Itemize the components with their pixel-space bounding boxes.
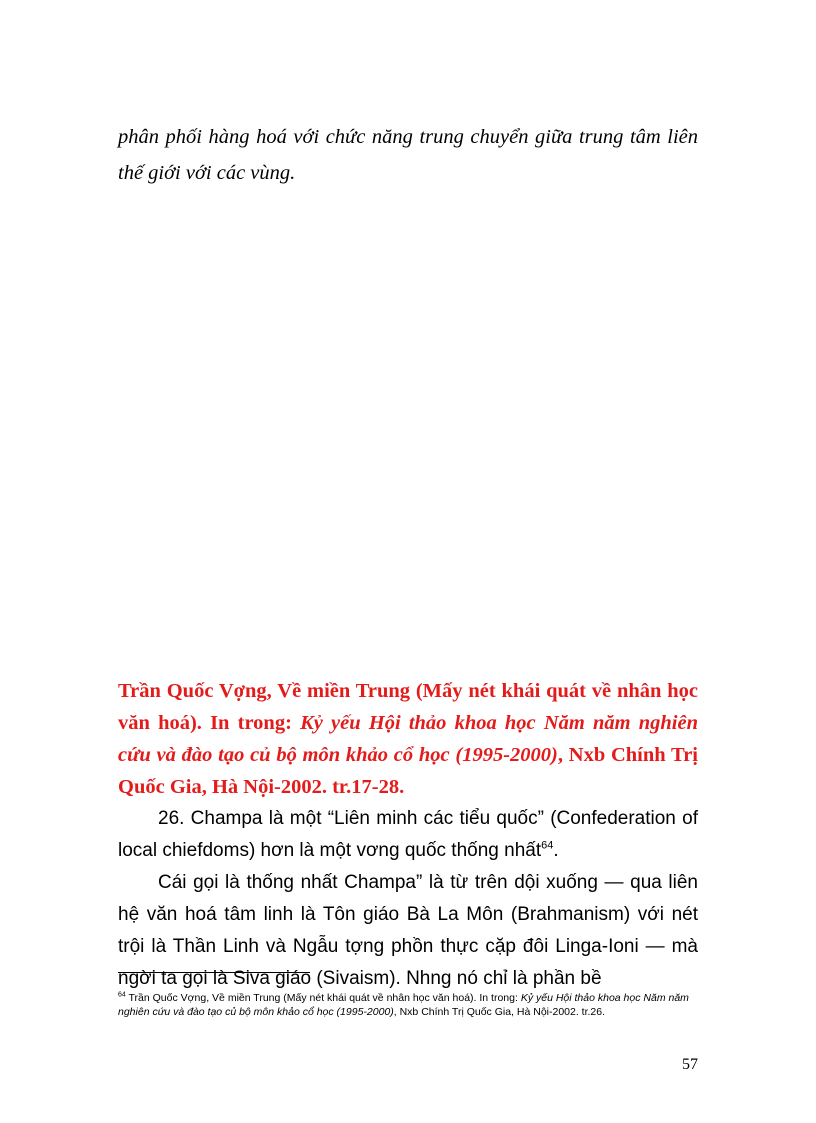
continued-paragraph: phân phối hàng hoá với chức năng trung chuyển giữa trung tâm liên thế giới với các vùng.: [118, 125, 698, 184]
paragraph-1-end: .: [553, 840, 559, 861]
footnote-mark: 64: [118, 991, 126, 998]
page-number: 57: [682, 1056, 698, 1073]
footnote-reference-64[interactable]: 64: [541, 839, 554, 852]
footnote-separator: [118, 972, 310, 973]
paragraph-champa-confederation: [118, 803, 698, 867]
paragraph-1-text: 26. Champa là một “Liên minh các tiểu quốc” (Confederation of local chiefdoms) hơn là một vơng quốc thống nhất: [118, 808, 698, 861]
reference-authors: Trần Quốc Vợng, Về miền Trung (Mấy nét khái quát về nhân học văn hoá). In trong:: [118, 679, 698, 734]
reference-citation: [118, 675, 698, 803]
footnote-title-italic: Kỷ yếu Hội thảo khoa học Năm năm nghiên cứu và đào tạo củ bộ môn khảo cổ học (1995-2000): [118, 991, 689, 1018]
reference-publisher: , Nxb Chính Trị Quốc Gia, Hà Nội-2002. tr.17-28.: [118, 743, 698, 798]
paragraph-champa-unity: Cái gọi là thống nhất Champa” là từ trên dội xuống — qua liên hệ văn hoá tâm linh là Tôn giáo Bà La Môn (Brahmanism) với nét trội là Thần Linh và Ngẫu tợng phồn thực cặp đôi Linga-Ioni — mà ngời ta gọi là Siva giáo (Sivaism). Nhng nó chỉ là phần bề: [118, 872, 698, 989]
reference-title-italic: Kỷ yếu Hội thảo khoa học Năm năm nghiên cứu và đào tạo củ bộ môn khảo cổ học (1995-2000): [118, 711, 698, 766]
footnote-64: [118, 991, 698, 1019]
footnote-authors: Trần Quốc Vợng, Về miền Trung (Mấy nét khái quát về nhân học văn hoá). In trong:: [125, 991, 521, 1004]
footnote-publisher: , Nxb Chính Trị Quốc Gia, Hà Nội-2002. tr.26.: [393, 1005, 606, 1018]
